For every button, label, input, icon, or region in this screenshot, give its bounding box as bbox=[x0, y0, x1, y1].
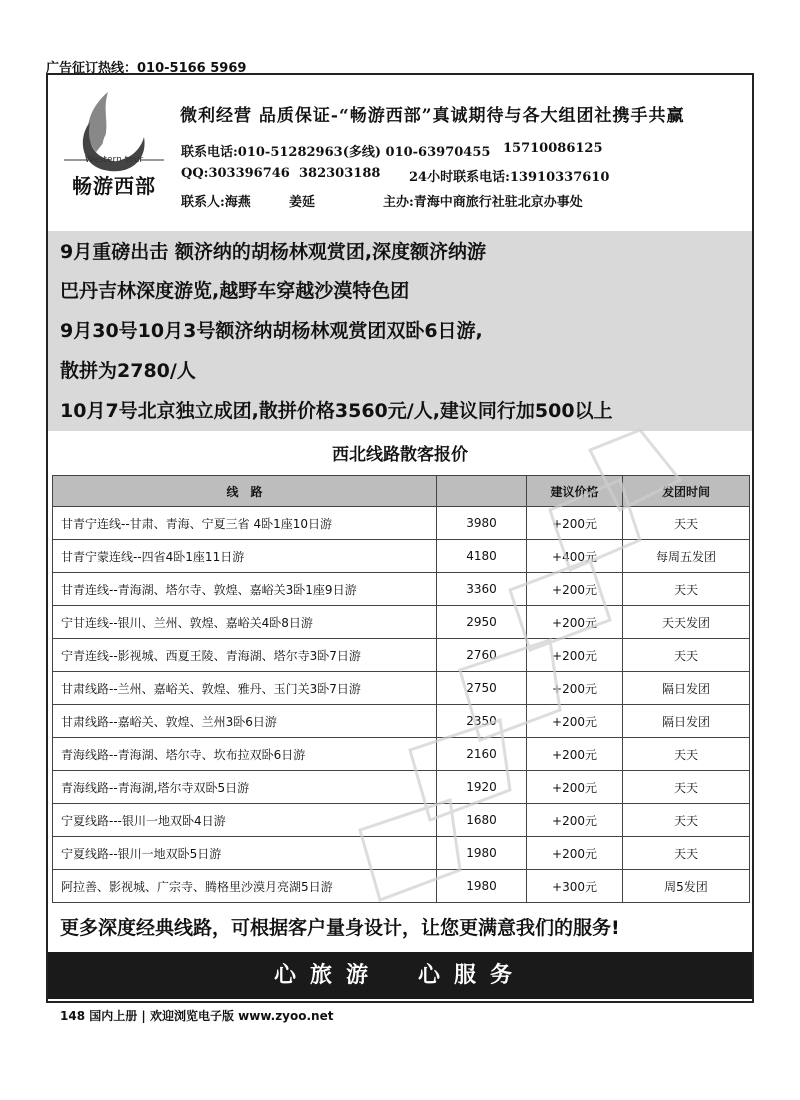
page-footer: 148 国内上册 | 欢迎浏览电子版 www.zyoo.net bbox=[60, 1009, 334, 1023]
route-cell: 宁青连线--影视城、西夏王陵、青海湖、塔尔寺3卧7日游 bbox=[53, 639, 437, 672]
phone-numbers: 联系电话:010-51282963(多线) 010-63970455 bbox=[181, 145, 491, 160]
promo-line-2: 巴丹吉林深度游览,越野车穿越沙漠特色团 bbox=[60, 280, 410, 302]
header-price bbox=[437, 476, 527, 507]
promo-line-1: 9月重磅出击 额济纳的胡杨林观赏团,深度额济纳游 bbox=[60, 241, 487, 263]
route-cell: 宁甘连线--银川、兰州、敦煌、嘉峪关4卧8日游 bbox=[53, 606, 437, 639]
table-row bbox=[53, 672, 750, 705]
service-banner: 心旅游 心服务 bbox=[48, 952, 752, 999]
table-title: 西北线路散客报价 bbox=[332, 445, 468, 465]
table-row bbox=[53, 771, 750, 804]
price-cell: 2950 bbox=[437, 606, 527, 639]
table-row bbox=[53, 837, 750, 870]
qq-number: QQ:303396746 bbox=[181, 166, 290, 181]
price-cell: 3360 bbox=[437, 573, 527, 606]
contact-person-2: 姜延 bbox=[289, 195, 316, 210]
mobile-number: 15710086125 bbox=[503, 141, 603, 156]
suggested-price-cell: +200元 bbox=[527, 804, 623, 837]
departure-cell: 每周五发团 bbox=[623, 540, 750, 573]
suggested-price-cell: +200元 bbox=[527, 705, 623, 738]
route-cell: 甘肃线路--嘉峪关、敦煌、兰州3卧6日游 bbox=[53, 705, 437, 738]
contact-person: 联系人:海燕 bbox=[181, 195, 251, 210]
table-row bbox=[53, 639, 750, 672]
organizer: 主办:青海中商旅行社驻北京办事处 bbox=[383, 195, 583, 210]
suggested-price-cell: +200元 bbox=[527, 639, 623, 672]
departure-cell: 天天发团 bbox=[623, 606, 750, 639]
price-cell: 1980 bbox=[437, 837, 527, 870]
departure-cell: 天天 bbox=[623, 771, 750, 804]
departure-cell: 天天 bbox=[623, 573, 750, 606]
promo-line-5: 10月7号北京独立成团,散拼价格3560元/人,建议同行加500以上 bbox=[60, 400, 613, 422]
route-cell: 甘肃线路--兰州、嘉峪关、敦煌、雅丹、玉门关3卧7日游 bbox=[53, 672, 437, 705]
price-table bbox=[52, 475, 750, 903]
table-row bbox=[53, 870, 750, 903]
suggested-price-cell: +300元 bbox=[527, 870, 623, 903]
table-row bbox=[53, 606, 750, 639]
price-cell: 2750 bbox=[437, 672, 527, 705]
header-departure: 发团时间 bbox=[623, 476, 750, 507]
price-cell: 3980 bbox=[437, 507, 527, 540]
suggested-price-cell: +200元 bbox=[527, 738, 623, 771]
route-cell: 宁夏线路--银川一地双卧5日游 bbox=[53, 837, 437, 870]
suggested-price-cell: +200元 bbox=[527, 771, 623, 804]
price-cell: 2160 bbox=[437, 738, 527, 771]
logo-english-text: Western tour bbox=[84, 155, 144, 165]
table-row bbox=[53, 540, 750, 573]
header-route: 线 路 bbox=[53, 476, 437, 507]
route-cell: 甘青宁蒙连线--四省4卧1座11日游 bbox=[53, 540, 437, 573]
price-cell: 1980 bbox=[437, 870, 527, 903]
qq-number-2: 382303188 bbox=[299, 166, 381, 181]
promo-line-4: 散拼为2780/人 bbox=[60, 360, 196, 382]
price-cell: 1920 bbox=[437, 771, 527, 804]
header-suggested-price: 建议价格 bbox=[527, 476, 623, 507]
price-cell: 2760 bbox=[437, 639, 527, 672]
departure-cell: 天天 bbox=[623, 738, 750, 771]
table-row bbox=[53, 507, 750, 540]
departure-cell: 天天 bbox=[623, 639, 750, 672]
suggested-price-cell: +200元 bbox=[527, 837, 623, 870]
suggested-price-cell: +200元 bbox=[527, 573, 623, 606]
bottom-slogan: 更多深度经典线路，可根据客户量身设计，让您更满意我们的服务! bbox=[60, 917, 620, 939]
suggested-price-cell: +400元 bbox=[527, 540, 623, 573]
table-row bbox=[53, 705, 750, 738]
departure-cell: 天天 bbox=[623, 837, 750, 870]
departure-cell: 天天 bbox=[623, 804, 750, 837]
price-cell: 1680 bbox=[437, 804, 527, 837]
ad-hotline: 广告征订热线：010-5166 5969 bbox=[46, 61, 247, 76]
hotline-24h: 24小时联系电话:13910337610 bbox=[409, 170, 610, 185]
route-cell: 青海线路--青海湖、塔尔寺、坎布拉双卧6日游 bbox=[53, 738, 437, 771]
departure-cell: 天天 bbox=[623, 507, 750, 540]
table-row bbox=[53, 804, 750, 837]
header-slogan: 微利经营 品质保证-“畅游西部”真诚期待与各大组团社携手共赢 bbox=[180, 106, 685, 126]
table-header-row bbox=[53, 476, 750, 507]
route-cell: 阿拉善、影视城、广宗寺、腾格里沙漠月亮湖5日游 bbox=[53, 870, 437, 903]
route-cell: 青海线路--青海湖,塔尔寺双卧5日游 bbox=[53, 771, 437, 804]
suggested-price-cell: +200元 bbox=[527, 672, 623, 705]
promo-line-3: 9月30号10月3号额济纳胡杨林观赏团双卧6日游, bbox=[60, 320, 483, 342]
route-cell: 甘青连线--青海湖、塔尔寺、敦煌、嘉峪关3卧1座9日游 bbox=[53, 573, 437, 606]
price-cell: 2350 bbox=[437, 705, 527, 738]
suggested-price-cell: +200元 bbox=[527, 606, 623, 639]
route-cell: 宁夏线路---银川一地双卧4日游 bbox=[53, 804, 437, 837]
table-row bbox=[53, 573, 750, 606]
table-row bbox=[53, 738, 750, 771]
price-cell: 4180 bbox=[437, 540, 527, 573]
departure-cell: 隔日发团 bbox=[623, 705, 750, 738]
departure-cell: 周5发团 bbox=[623, 870, 750, 903]
departure-cell: 隔日发团 bbox=[623, 672, 750, 705]
suggested-price-cell: +200元 bbox=[527, 507, 623, 540]
logo-brand-text: 畅游西部 bbox=[72, 174, 156, 198]
route-cell: 甘青宁连线--甘肃、青海、宁夏三省 4卧1座10日游 bbox=[53, 507, 437, 540]
